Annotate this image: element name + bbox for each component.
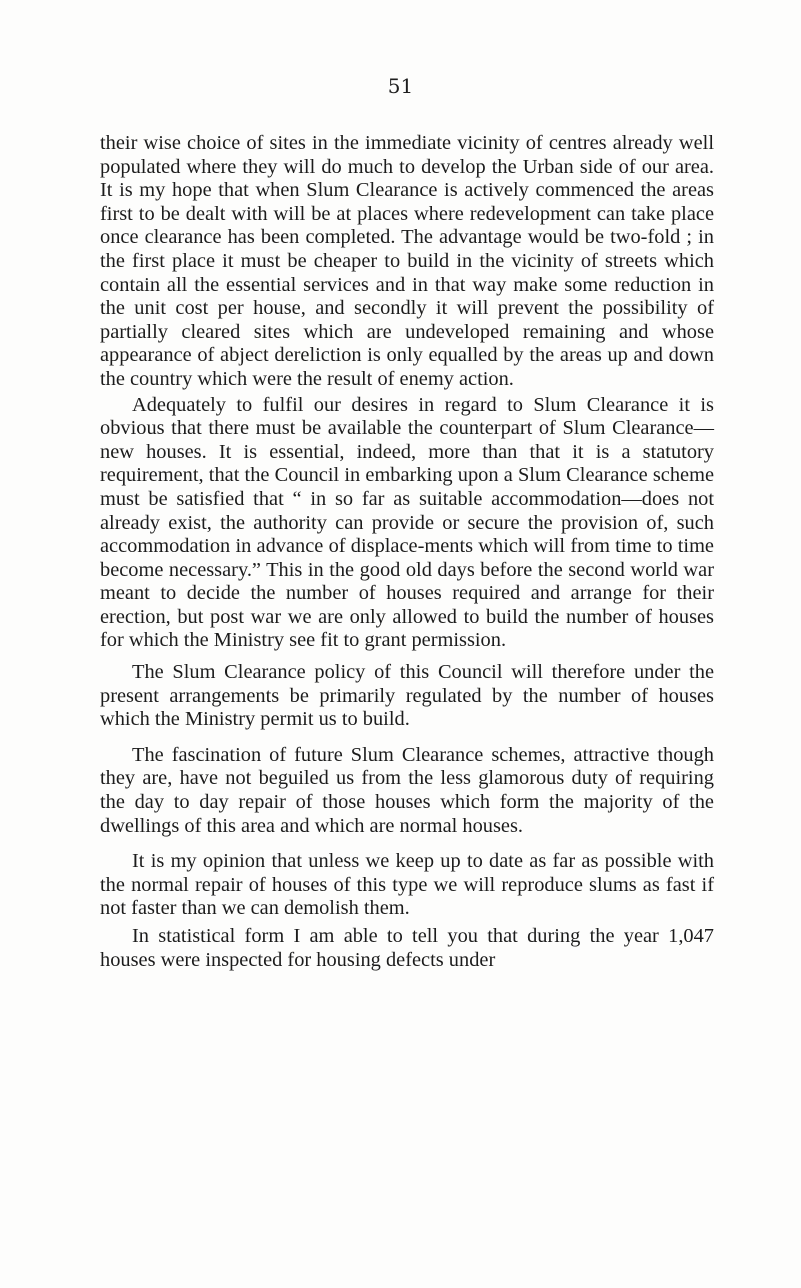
paragraph-repair-duty: The fascination of future Slum Clearance schemes, attractive though they are, have not beguiled us from the less glamorous duty of requiring the day to day repair of those houses which form the majority of the dwellings of this area and which are normal houses. — [100, 743, 714, 837]
paragraph-normal-repair: It is my opinion that unless we keep up to date as far as possible with the normal repair of houses of this type we will reproduce slums as fast if not faster than we can demolish them. — [100, 850, 714, 920]
page-number: 51 — [387, 74, 414, 98]
paragraph-council-policy: The Slum Clearance policy of this Council will therefore under the present arrangements be primarily regulated by the number of houses which the Ministry permit us to build. — [100, 661, 714, 731]
paragraph-new-houses: Adequately to fulfil our desires in regard to Slum Clearance it is obvious that there must be available the counterpart of Slum Clearance—new houses. It is essential, indeed, more than that it is a statutory requirement, that the Council in embarking upon a Slum Clearance scheme must be satisfied that “ in so far as suitable accommodation—does not already exist, the authority can provide or secure the provision of, such accommodation in advance of displace-ments which will from time to time become necessary.” This in the good old days before the second world war meant to decide the number of houses required and arrange for their erection, but post war we are only allowed to build the number of houses for which the Ministry see fit to grant permission. — [100, 393, 714, 652]
paragraph-statistics: In statistical form I am able to tell you that during the year 1,047 houses were inspected for housing defects under — [100, 925, 714, 971]
body-text — [100, 132, 714, 972]
paragraph-site-choice: their wise choice of sites in the immediate vicinity of centres already well populated where they will do much to develop the Urban side of our area. It is my hope that when Slum Clearance is actively commenced the areas first to be dealt with will be at places where redevelopment can take place once clearance has been completed. The advantage would be two-fold ; in the first place it must be cheaper to build in the vicinity of streets which contain all the essential services and in that way make some reduction in the unit cost per house, and secondly it will prevent the possibility of partially cleared sites which are undeveloped remaining and whose appearance of abject dereliction is only equalled by the areas up and down the country which were the result of enemy action. — [100, 132, 714, 390]
